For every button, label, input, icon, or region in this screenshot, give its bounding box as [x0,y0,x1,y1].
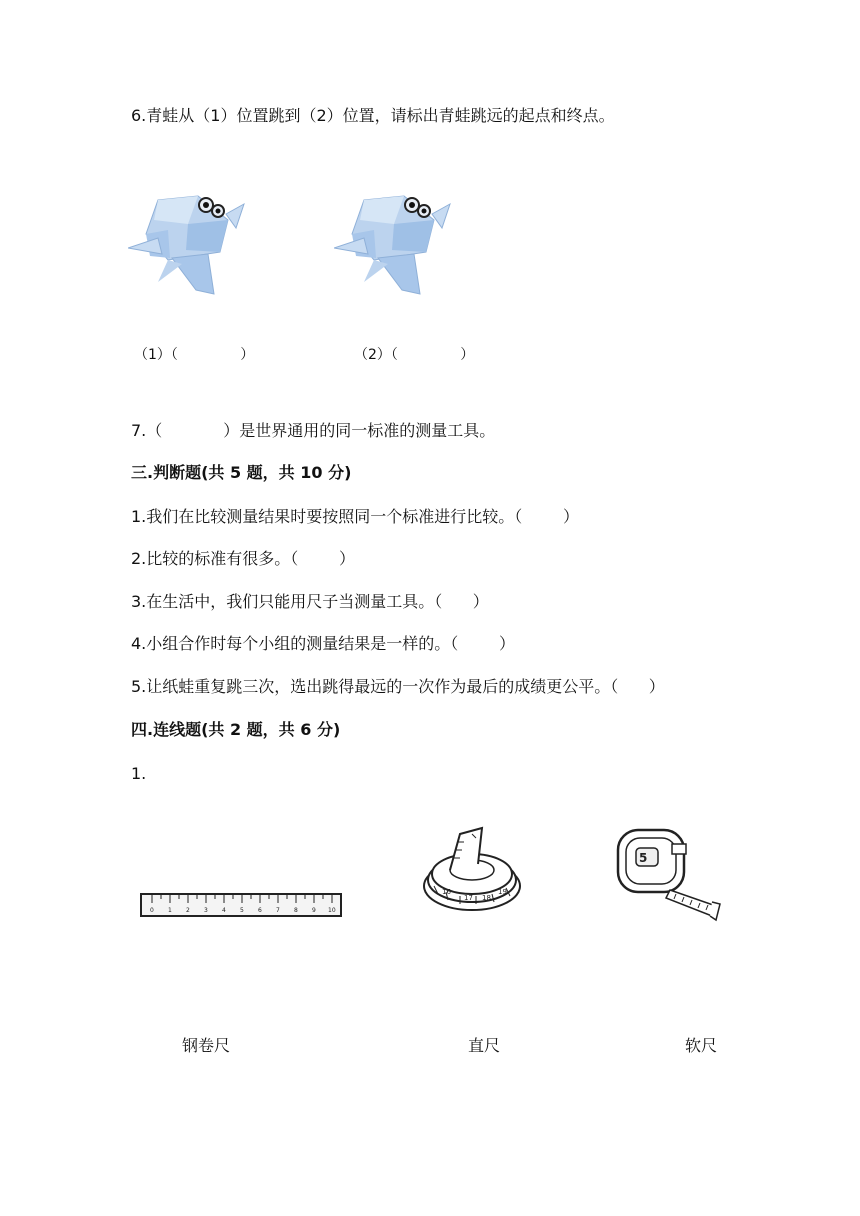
matching-question-1: 1. [131,764,147,783]
frog-position-label-1: （1）（ ） [134,347,255,363]
label-steel-tape-measure: 钢卷尺 [182,1036,231,1055]
svg-text:10: 10 [328,907,336,914]
straight-ruler-image [140,893,342,919]
judgement-item: 5.让纸蛙重复跳三次，选出跳得最远的一次作为最后的成绩更公平。（ ） [131,677,665,696]
svg-text:8: 8 [294,907,298,914]
judgement-item: 4.小组合作时每个小组的测量结果是一样的。（ ） [131,634,515,653]
svg-text:18: 18 [482,894,491,902]
question-7-text: 7.（ ）是世界通用的同一标准的测量工具。 [131,421,496,440]
svg-text:19: 19 [498,888,507,896]
steel-tape-measure-image [612,820,724,924]
paper-frog-image-1 [128,190,246,298]
soft-tape-measure-image [420,824,526,916]
svg-text:0: 0 [150,907,154,914]
label-soft-ruler: 软尺 [685,1036,718,1055]
section-3-title: 三.判断题(共 5 题，共 10 分) [131,463,352,482]
svg-text:6: 6 [258,907,262,914]
svg-text:16: 16 [442,888,451,896]
svg-text:1: 1 [168,907,172,914]
svg-text:5: 5 [240,907,244,914]
judgement-item: 3.在生活中，我们只能用尺子当测量工具。（ ） [131,592,489,611]
svg-text:17: 17 [464,894,473,902]
svg-text:2: 2 [186,907,190,914]
svg-text:7: 7 [276,907,280,914]
paper-frog-image-2 [334,190,452,298]
svg-text:3: 3 [204,907,208,914]
svg-text:4: 4 [222,907,226,914]
judgement-item: 1.我们在比较测量结果时要按照同一个标准进行比较。（ ） [131,507,579,526]
svg-text:9: 9 [312,907,316,914]
svg-text:5: 5 [639,851,648,865]
frog-position-label-2: （2）（ ） [354,347,475,363]
judgement-item: 2.比较的标准有很多。（ ） [131,549,355,568]
section-4-title: 四.连线题(共 2 题，共 6 分) [131,720,341,739]
label-straight-ruler: 直尺 [468,1036,501,1055]
question-6-text: 6.青蛙从（1）位置跳到（2）位置，请标出青蛙跳远的起点和终点。 [131,106,615,125]
